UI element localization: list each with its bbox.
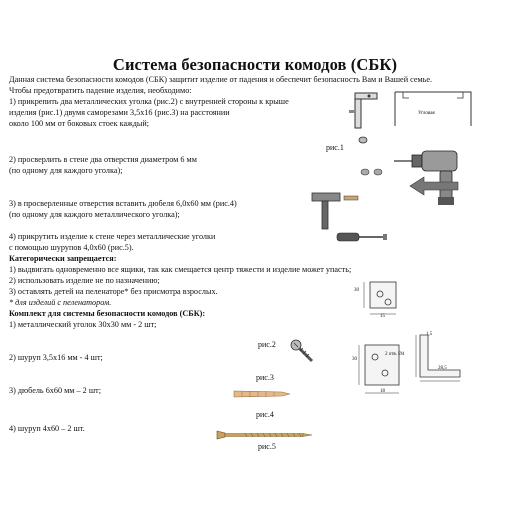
figure-2-caption: рис.2 (258, 340, 276, 349)
screwdriver-icon (335, 227, 390, 247)
bracket-drawing-top (340, 272, 410, 322)
figure-5-caption: рис.5 (258, 442, 276, 451)
dim-18: 18 (380, 389, 385, 394)
dresser-top-sketch (393, 90, 473, 130)
step-2-line-2: (по одному для каждого уголка); (9, 166, 123, 175)
kit-item-4: 4) шуруп 4х60 – 2 шт. (9, 424, 85, 433)
forbidden-item-3: 3) оставлять детей на пеленаторе* без присмотра взрослых. (9, 287, 218, 296)
arrow-left-icon (410, 176, 460, 196)
bracket-drawing-side (410, 325, 470, 385)
corner-bracket-illustration (345, 88, 385, 153)
step-1-line-1: 1) прикрепить два металлических уголка (рис.2) с внутренней стороны к крыше (9, 97, 289, 106)
dim-28-5: 28,5 (438, 366, 447, 371)
kit-item-3: 3) дюбель 6х60 мм – 2 шт; (9, 386, 101, 395)
figure-1-caption: рис.1 (326, 143, 344, 152)
dim-30-c: 30 (352, 357, 357, 362)
step-1-line-2: изделия (рис.1) двумя саморезами 3,5х16 (рис.3) на расстоянии (9, 108, 230, 117)
bracket-drawing-front (345, 335, 415, 405)
intro-line-1: Данная система безопасности комодов (СБК) защитит изделие от падения и обеспечит безопасность Вам и Вашей семье. (9, 75, 433, 84)
corner-label: Угловая (418, 111, 435, 116)
figure-4-caption: рис.4 (256, 410, 274, 419)
forbidden-item-1: 1) выдвигать одновременно все ящики, так как смещается центр тяжести и изделие может упасть; (9, 265, 352, 274)
forbidden-heading: Категорически запрещается: (9, 254, 117, 263)
step-4-line-2: с помощью шурупов 4,0х60 (рис.5). (9, 243, 134, 252)
dowel-icon (232, 387, 292, 401)
intro-line-2: Чтобы предотвратить падение изделия, необходимо: (9, 86, 192, 95)
dim-15-a: 15 (380, 314, 385, 319)
dim-1-5: 1,5 (426, 332, 433, 337)
step-1-line-3: около 100 мм от боковых стоек каждый; (9, 119, 150, 128)
step-4-line-1: 4) прикрутить изделие к стене через металлические уголки (9, 232, 216, 241)
figure-3-caption: рис.3 (256, 373, 274, 382)
screw-long-icon (215, 428, 315, 442)
step-2-line-1: 2) просверлить в стене два отверстия диаметром 6 мм (9, 155, 197, 164)
wall-plugs-icon (360, 162, 390, 182)
forbidden-item-2: 2) использовать изделие не по назначению; (9, 276, 160, 285)
page-title: Система безопасности комодов (СБК) (112, 55, 398, 74)
step-3-line-2: (по одному для каждого металлического уголка); (9, 210, 180, 219)
screw-small-icon (288, 337, 318, 367)
kit-item-2: 2) шуруп 3,5х16 мм - 4 шт; (9, 353, 103, 362)
kit-heading: Комплект для системы безопасности комодов (СБК): (9, 309, 206, 318)
dim-30-a: 30 (354, 288, 359, 293)
step-3-line-1: 3) в просверленные отверстия вставить дюбеля 6,0х60 мм (рис.4) (9, 199, 237, 208)
holes-label: 2 отв. Ø4 (385, 352, 405, 357)
kit-item-1: 1) металлический уголок 30х30 мм - 2 шт; (9, 320, 157, 329)
forbidden-note: * для изделий с пеленатором. (9, 298, 112, 307)
